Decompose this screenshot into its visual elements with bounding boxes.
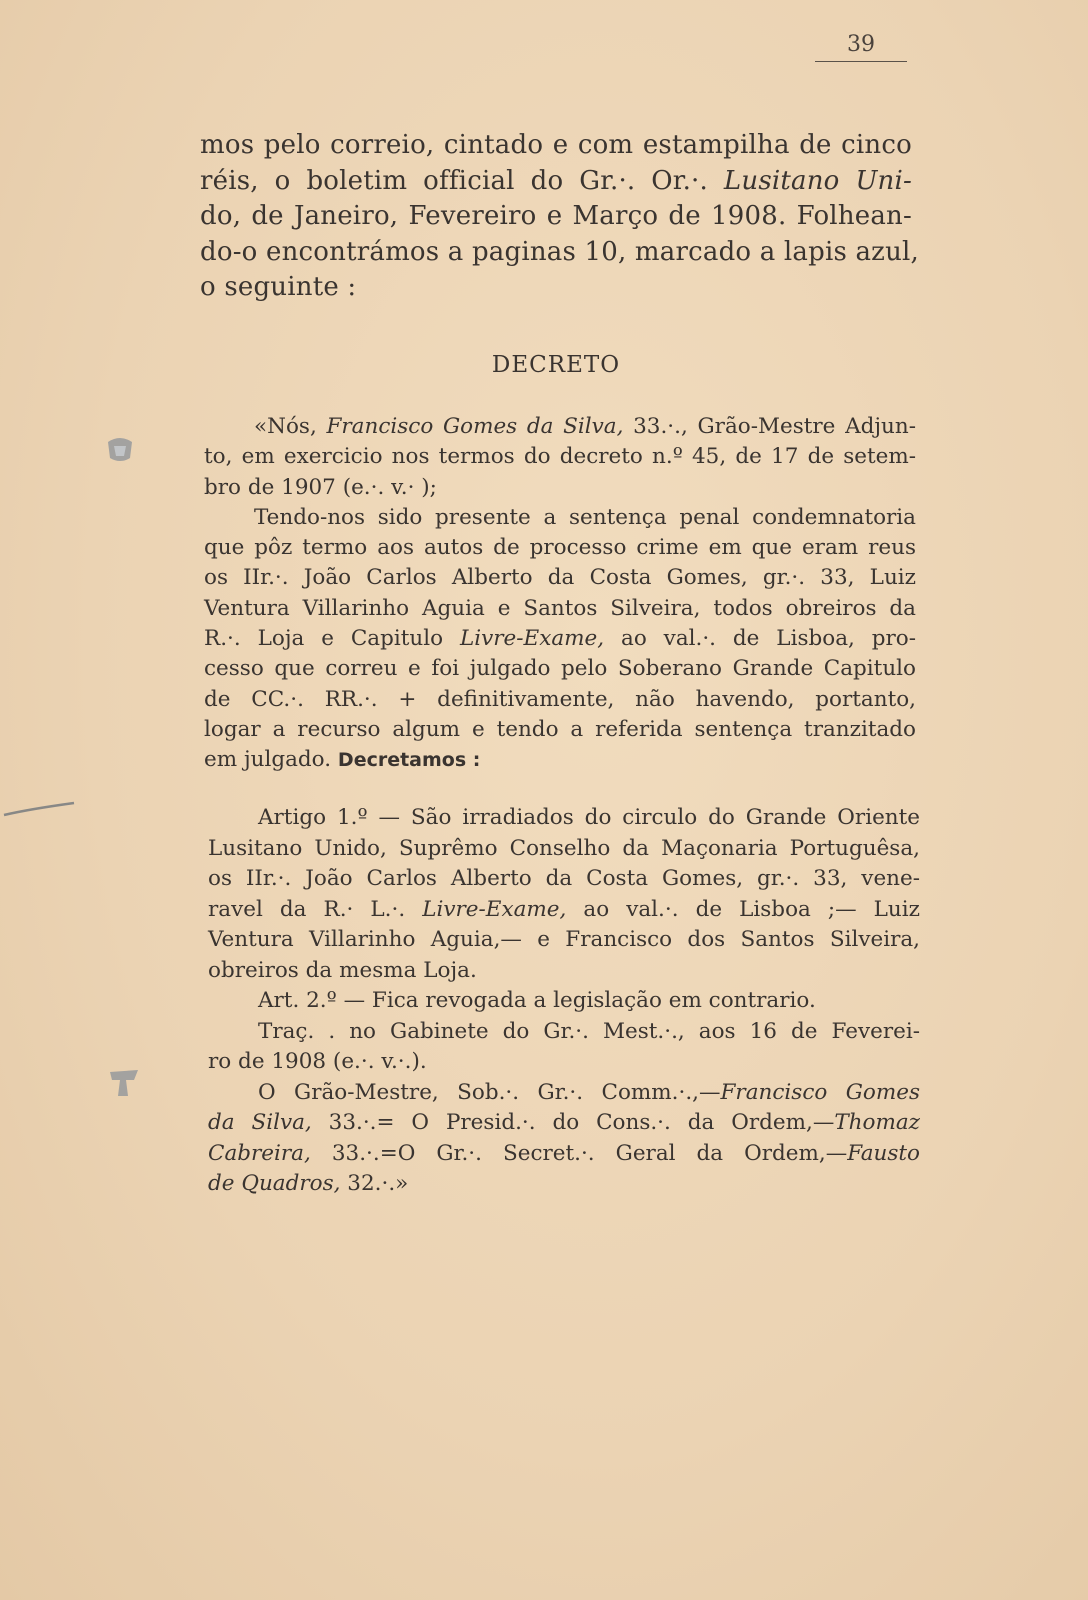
signature-line <box>208 1108 920 1139</box>
text-line <box>200 164 912 200</box>
text-segment: ao val.·. de Lisboa ;— Luiz <box>566 896 920 922</box>
article-1-line: Ventura Villarinho Aguia,— e Francisco dos Santos Silveira, <box>208 927 920 952</box>
trac-line: Traç. . no Gabinete do Gr.·. Mest.·., aos 16 de Feverei- <box>258 1018 920 1044</box>
text-line: to, em exercicio nos termos do decreto n.º 45, de 17 de setem- <box>204 444 916 470</box>
person-name: Fausto <box>847 1140 920 1166</box>
article-1-line <box>208 895 920 926</box>
text-line <box>204 745 916 775</box>
article-1-line: Artigo 1.º — São irradiados do circulo do Grande Oriente <box>258 805 920 830</box>
text-line: mos pelo correio, cintado e com estampilha de cinco <box>200 130 912 160</box>
article-2-line: Art. 2.º — Fica revogada a legislação em contrario. <box>258 988 816 1013</box>
text-line: o seguinte : <box>200 272 357 302</box>
article-1-line: Lusitano Unido, Suprêmo Conselho da Maçonaria Portuguêsa, <box>208 835 920 861</box>
text-segment: ao val.·. de Lisboa, pro- <box>604 626 917 652</box>
text-segment: «Nós, <box>254 414 327 439</box>
text-line: logar a recurso algum e tendo a referida sentença tranzitado <box>204 716 916 742</box>
lodge-name: Livre-Exame, <box>422 896 567 922</box>
text-line: Tendo-nos sido presente a sentença penal condemnatoria <box>254 504 916 530</box>
text-segment: 33.·., Grão-Mestre Adjun- <box>623 414 916 439</box>
text-line: bro de 1907 (e.·. v.· ); <box>204 474 437 500</box>
text-line <box>204 412 916 442</box>
person-name: Thomaz <box>834 1110 920 1135</box>
bulletin-title: Lusitano Uni- <box>723 165 913 196</box>
lodge-name: Livre-Exame, <box>459 626 605 652</box>
text-segment: 32.·.» <box>340 1171 409 1196</box>
text-segment: R.·. Loja e Capitulo <box>204 626 460 652</box>
decree-body <box>204 412 916 776</box>
binding-hole-mark <box>100 430 140 470</box>
person-name: Cabreira, <box>208 1140 311 1166</box>
trac-line: ro de 1908 (e.·. v.·.). <box>208 1049 427 1074</box>
decretamos-bold: Decretamos : <box>337 749 481 772</box>
article-1-line: obreiros da mesma Loja. <box>208 957 477 983</box>
text-segment: em julgado. <box>204 747 338 773</box>
decree-heading: DECRETO <box>491 352 621 378</box>
text-line <box>204 624 916 654</box>
text-line: Ventura Villarinho Aguia e Santos Silveira, todos obreiros da <box>204 595 916 621</box>
person-name: Francisco Gomes da Silva, <box>326 414 624 439</box>
text-line: os IIr.·. João Carlos Alberto da Costa Gomes, gr.·. 33, Luiz <box>204 565 916 591</box>
text-line: que pôz termo aos autos de processo crime em que eram reus <box>204 535 916 561</box>
text-line: de CC.·. RR.·. + definitivamente, não havendo, portanto, <box>204 686 916 712</box>
text-segment: O Grão-Mestre, Sob.·. Gr.·. Comm.·.,— <box>258 1079 721 1105</box>
page-number: 39 <box>815 32 907 62</box>
person-name: Francisco Gomes <box>720 1079 920 1105</box>
intro-paragraph <box>200 128 920 306</box>
signature-line <box>208 1169 920 1200</box>
text-segment: réis, o boletim official do Gr.·. Or.·. <box>200 165 724 196</box>
binding-hole-mark <box>104 1062 144 1102</box>
text-segment: 33.·.=O Gr.·. Secret.·. Geral da Ordem,— <box>310 1140 848 1166</box>
article-1-line: os IIr.·. João Carlos Alberto da Costa Gomes, gr.·. 33, vene- <box>208 866 920 891</box>
text-line: do, de Janeiro, Fevereiro e Março de 1908. Folhean- <box>200 201 912 231</box>
person-name: de Quadros, <box>208 1171 341 1196</box>
signature-line <box>208 1078 920 1109</box>
articles-section <box>208 803 920 1200</box>
person-name: da Silva, <box>208 1110 312 1135</box>
signature-line <box>208 1139 920 1170</box>
text-line: do-o encontrámos a paginas 10, marcado a lapis azul, <box>200 236 920 267</box>
text-line: cesso que correu e foi julgado pelo Soberano Grande Capitulo <box>204 656 916 682</box>
text-segment: ravel da R.· L.·. <box>208 896 423 922</box>
text-segment: 33.·.= O Presid.·. do Cons.·. da Ordem,— <box>311 1110 835 1135</box>
edge-mark <box>0 795 80 825</box>
